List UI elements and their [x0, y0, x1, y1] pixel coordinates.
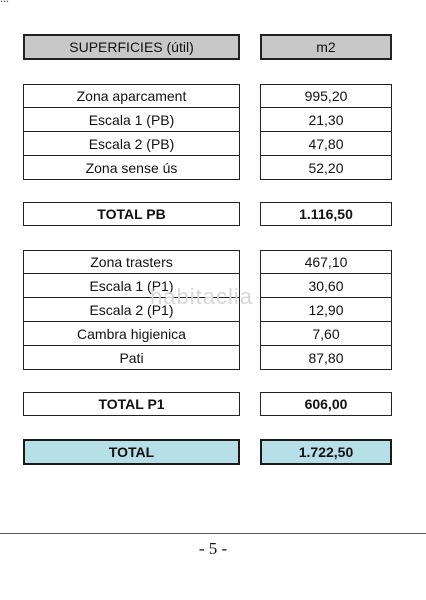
p1-row-value: 467,10 [304, 254, 348, 270]
header-unit: m2 [316, 39, 336, 55]
p1-row-label-cell [23, 322, 240, 346]
p1-row-label-cell [23, 298, 240, 322]
header-label-cell [23, 34, 240, 60]
p1-row-value: 7,60 [312, 325, 340, 342]
footer-rule [0, 533, 426, 534]
pb-row-label: Zona aparcament [76, 88, 187, 104]
p1-row-label-cell [23, 250, 240, 274]
pb-row-label-cell [23, 84, 240, 108]
total-label: TOTAL [108, 444, 155, 460]
total-p1-label: TOTAL P1 [98, 396, 165, 412]
p1-row-value-cell [260, 346, 392, 370]
p1-row-value: 12,90 [308, 301, 344, 318]
page-top-fragment [0, 0, 9, 6]
pb-row-label-cell [23, 108, 240, 132]
pb-row-label: Zona sense ús [85, 159, 178, 176]
p1-row-label: Zona trasters [90, 254, 173, 270]
total-pb-value-cell [260, 202, 392, 226]
header-unit-cell [260, 34, 392, 60]
total-value-cell [260, 439, 392, 465]
pb-row-label-cell [23, 156, 240, 180]
total-value: 1.722,50 [298, 444, 354, 460]
total-label-cell [23, 439, 240, 465]
total-pb-value: 1.116,50 [299, 206, 353, 222]
header-label: SUPERFICIES (útil) [69, 39, 194, 55]
p1-row-label: Escala 1 (P1) [89, 277, 174, 294]
p1-row-value-cell [260, 322, 392, 346]
watermark: habitaclia [150, 284, 253, 309]
pb-row-label: Escala 1 (PB) [88, 111, 175, 128]
pb-row-value-cell [260, 108, 392, 132]
p1-row-label: Cambra higienica [77, 325, 186, 342]
pb-row-value: 995,20 [304, 88, 348, 104]
page-number: - 5 - [198, 539, 228, 558]
total-p1-value: 606,00 [304, 396, 348, 412]
p1-row-label-cell [23, 274, 240, 298]
total-pb-label: TOTAL PB [97, 206, 166, 222]
pb-row-value: 52,20 [308, 159, 344, 176]
p1-row-value-cell [260, 274, 392, 298]
p1-row-label-cell [23, 346, 240, 370]
pb-row-value: 21,30 [308, 111, 344, 128]
p1-row-value-cell [260, 250, 392, 274]
p1-row-value-cell [260, 298, 392, 322]
p1-row-value: 30,60 [308, 277, 344, 294]
total-pb-label-cell [23, 202, 240, 226]
total-p1-label-cell [23, 392, 240, 416]
total-p1-value-cell [260, 392, 392, 416]
pb-row-value-cell [260, 132, 392, 156]
pb-row-value: 47,80 [308, 135, 344, 152]
pb-row-value-cell [260, 84, 392, 108]
p1-row-label: Escala 2 (P1) [89, 301, 174, 318]
pb-row-label: Escala 2 (PB) [88, 135, 175, 152]
p1-row-value: 87,80 [308, 349, 344, 366]
p1-row-label: Pati [119, 349, 144, 366]
pb-row-value-cell [260, 156, 392, 180]
pb-row-label-cell [23, 132, 240, 156]
